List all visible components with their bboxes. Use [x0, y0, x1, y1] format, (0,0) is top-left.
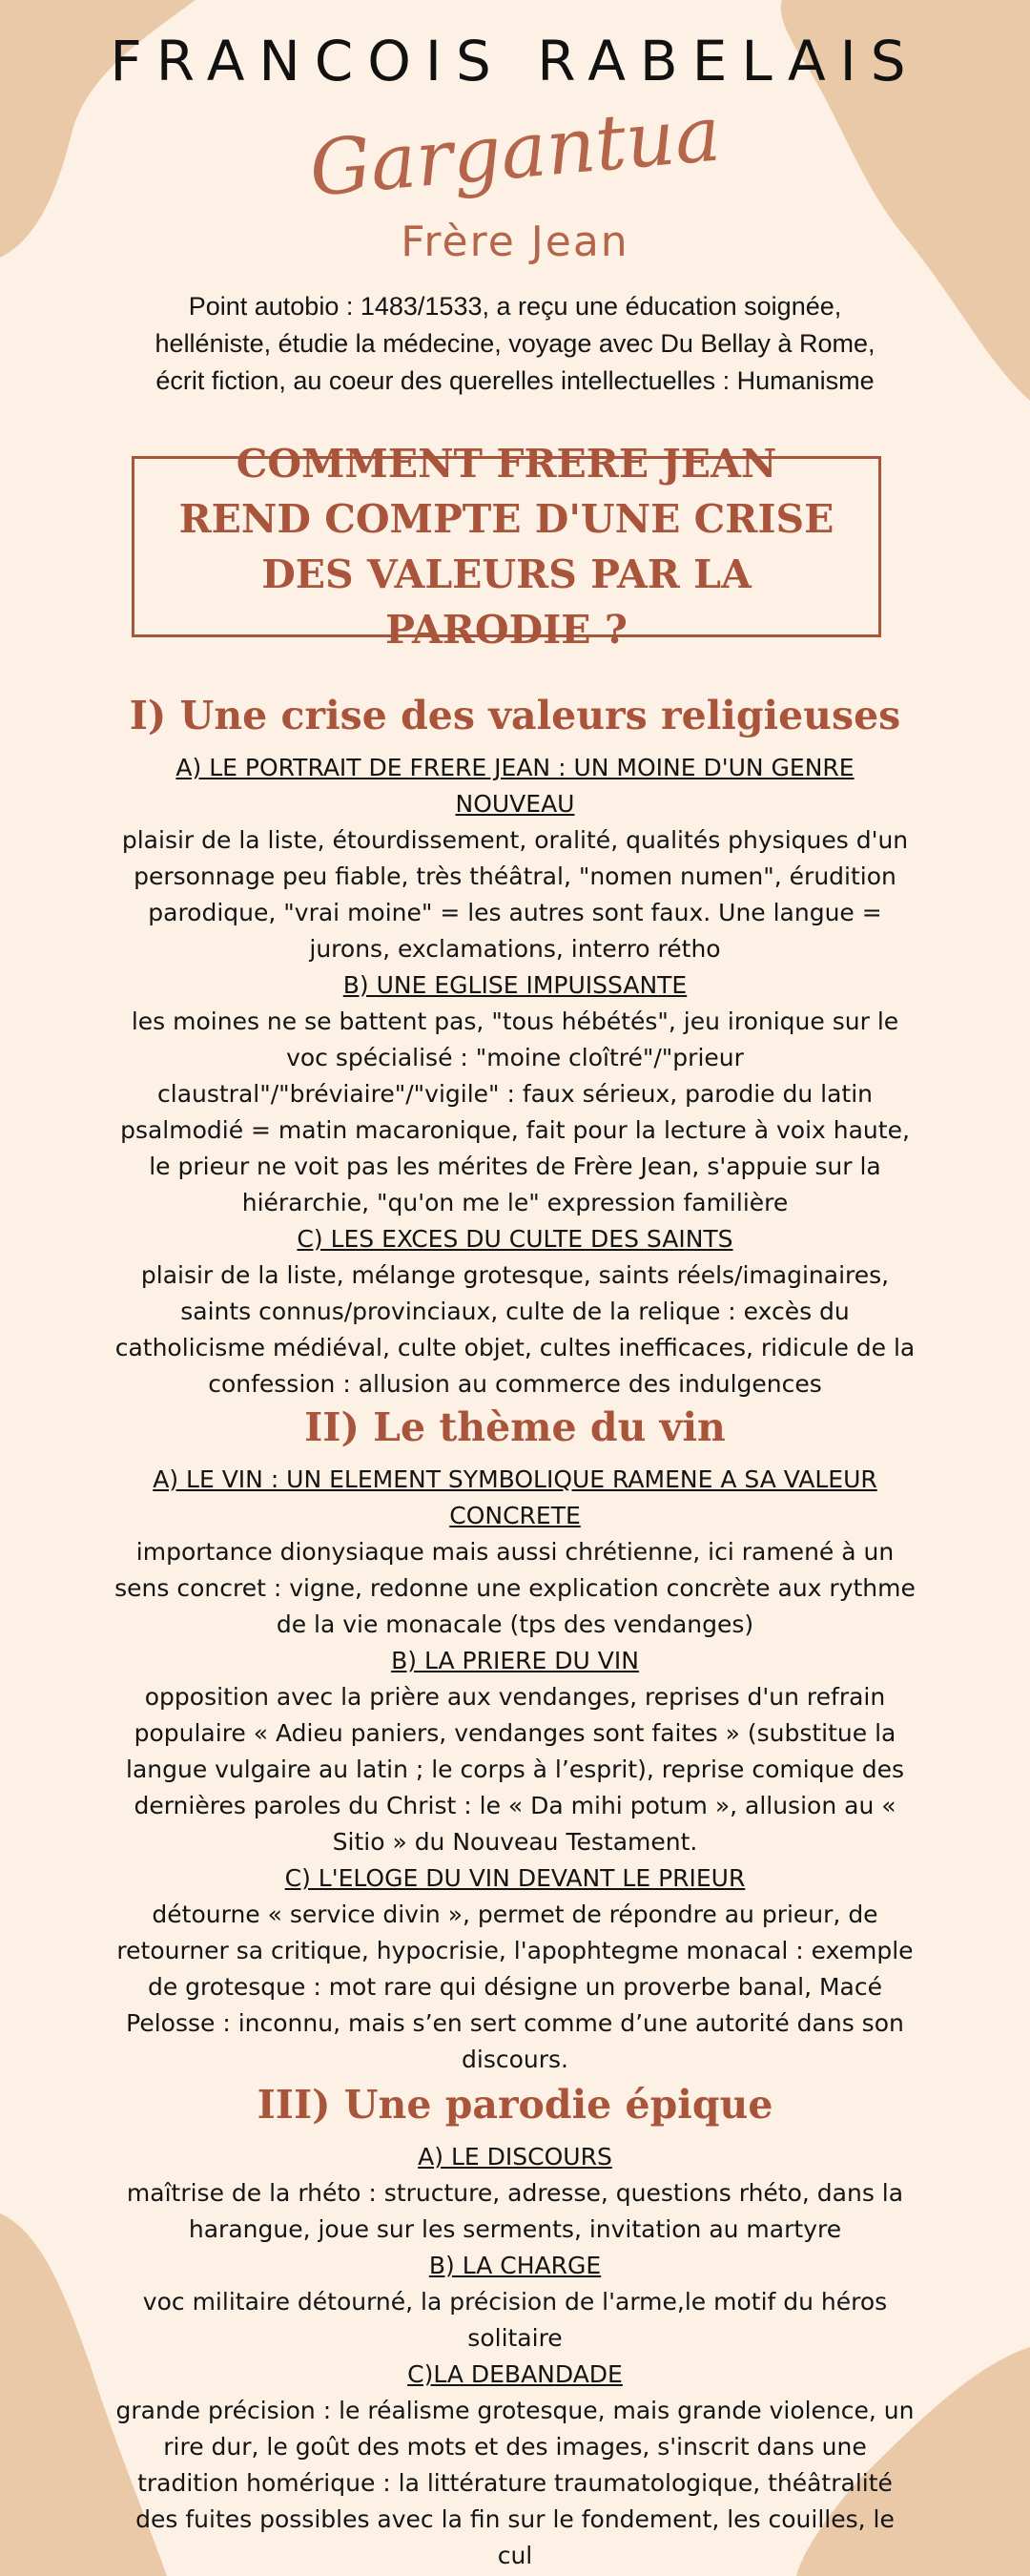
part-heading: C) LES EXCES DU CULTE DES SAINTS	[297, 1225, 733, 1253]
intro-paragraph: Point autobio : 1483/1533, a reçu une éducation soignée, helléniste, étudie la médecine, voyage avec Du Bellay à Rome, écrit fiction, au coeur des querelles intellectuelles : Humanisme	[154, 292, 876, 395]
part-text: voc militaire détourné, la précision de l'arme,le motif du héros solitaire	[142, 2288, 888, 2352]
part-heading: C)LA DEBANDADE	[407, 2360, 623, 2388]
author-title: FRANCOIS RABELAIS	[110, 29, 920, 93]
part-text: grande précision : le réalisme grotesque, mais grande violence, un rire dur, le goût des mots et des images, s'inscrit dans une tradition homérique : la littérature traumatologique, théâtralité des fuites possibles avec la fin sur le fondement, les couilles, le cul	[115, 2397, 915, 2569]
section-religious-crisis	[114, 687, 916, 1402]
part-heading: B) UNE EGLISE IMPUISSANTE	[342, 971, 688, 999]
part-text: plaisir de la liste, étourdissement, oralité, qualités physiques d'un personnage peu fiable, très théâtral, "nomen numen", érudition parodique, "vrai moine" = les autres sont faux. Une langue = jurons, exclamations, interro rétho	[121, 826, 909, 963]
part-text: plaisir de la liste, mélange grotesque, saints réels/imaginaires, saints connus/provinciaux, culte de la relique : excès du catholicisme médiéval, culte objet, cultes inefficaces, ridicule de la confession : allusion au commerce des indulgences	[114, 1261, 916, 1398]
section-epic-parody	[114, 2076, 916, 2574]
part-heading: C) L'ELOGE DU VIN DEVANT LE PRIEUR	[284, 1864, 746, 1892]
part-heading: B) LA CHARGE	[428, 2252, 602, 2279]
section-wine-theme	[114, 1399, 916, 2078]
section-title: II) Le thème du vin	[304, 1404, 726, 1450]
section-title: I) Une crise des valeurs religieuses	[129, 693, 901, 738]
part-text: les moines ne se battent pas, "tous hébétés", jeu ironique sur le voc spécialisé : "moine cloîtré"/"prieur claustral"/"bréviaire"/"vigile" : faux sérieux, parodie du latin psalmodié = matin macaronique, fait pour la lecture à voix haute, le prieur ne voit pas les mérites de Frère Jean, s'appuie sur la hiérarchie, "qu'on me le" expression familière	[120, 1008, 910, 1216]
part-heading: A) LE PORTRAIT DE FRERE JEAN : UN MOINE D'UN GENRE NOUVEAU	[175, 754, 855, 818]
part-heading: B) LA PRIERE DU VIN	[391, 1647, 639, 1674]
character-title: Frère Jean	[401, 218, 629, 266]
part-text: opposition avec la prière aux vendanges, reprises d'un refrain populaire « Adieu paniers, vendanges sont faites » (substitue la langue vulgaire au latin ; le corps à l’esprit), reprise comique des dernières paroles du Christ : le « Da mihi potum », allusion au « Sitio » du Nouveau Testament.	[126, 1683, 904, 1856]
part-text: importance dionysiaque mais aussi chrétienne, ici ramené à un sens concret : vigne, redonne une explication concrète aux rythme de la vie monacale (tps des vendanges)	[114, 1538, 916, 1638]
question-box	[132, 441, 881, 653]
problematic-question: COMMENT FRERE JEAN REND COMPTE D'UNE CRISE DES VALEURS PAR LA PARODIE ?	[178, 441, 834, 653]
part-heading: A) LE VIN : UN ELEMENT SYMBOLIQUE RAMENE A SA VALEUR CONCRETE	[153, 1465, 877, 1529]
part-text: maîtrise de la rhéto : structure, adresse, questions rhéto, dans la harangue, joue sur les serments, invitation au martyre	[126, 2179, 904, 2243]
part-text: détourne « service divin », permet de répondre au prieur, de retourner sa critique, hypocrisie, l'apophtegme monacal : exemple de grotesque : mot rare qui désigne un proverbe banal, Macé Pelosse : inconnu, mais s’en sert comme d’une autorité dans son discours.	[116, 1901, 914, 2073]
work-title: Gargantua	[305, 89, 725, 214]
part-heading: A) LE DISCOURS	[418, 2143, 612, 2171]
section-title: III) Une parodie épique	[257, 2082, 773, 2128]
